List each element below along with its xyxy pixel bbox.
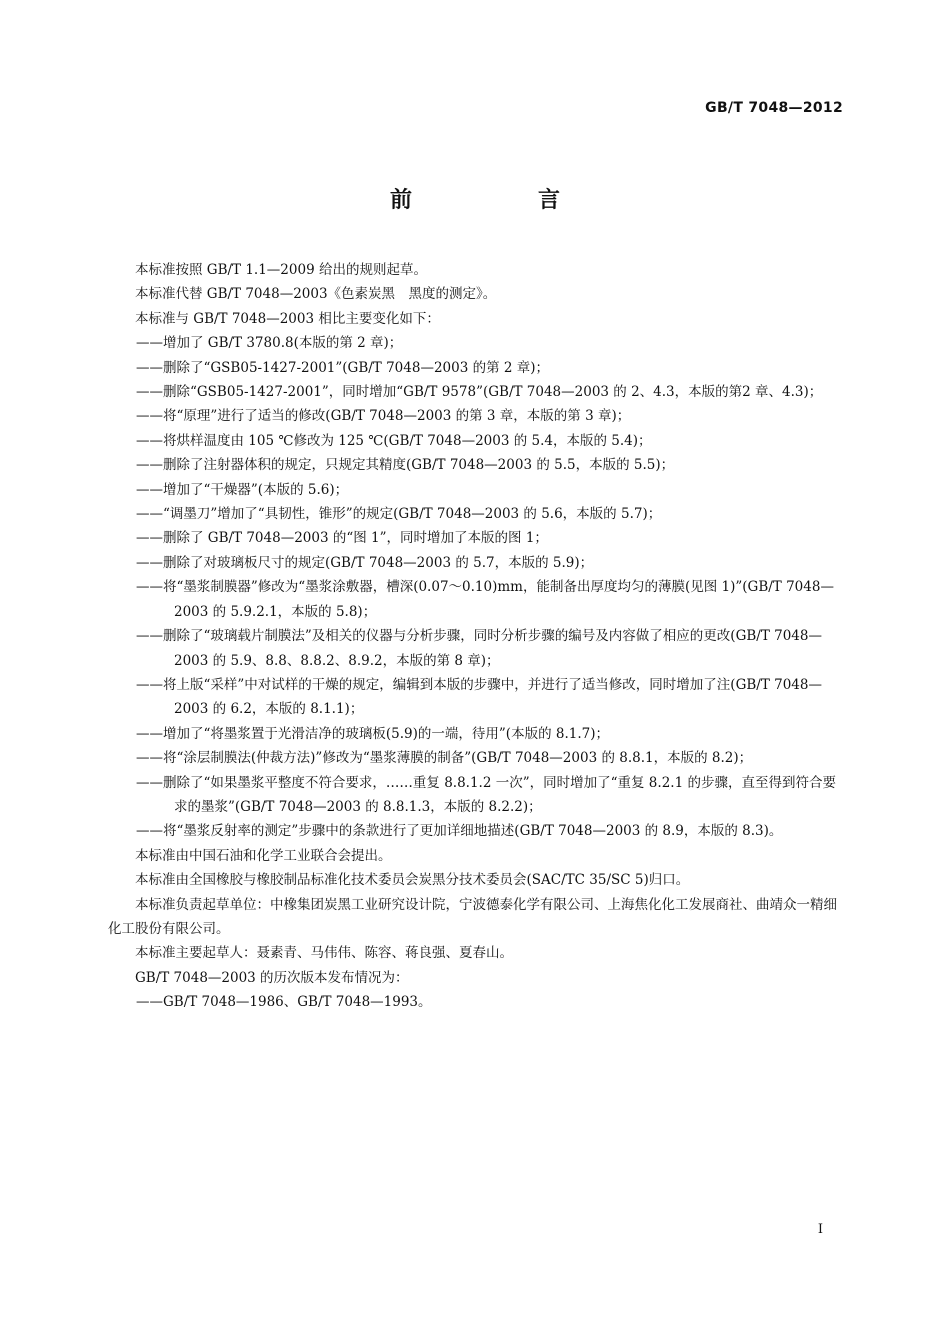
change-item: ——将“墨浆反射率的测定”步骤中的条款进行了更加详细地描述(GB/T 7048—2003 的 8.9，本版的 8.3)。 <box>136 823 783 840</box>
change-item: ——将烘样温度由 105 ℃修改为 125 ℃(GB/T 7048—2003 的 5.4，本版的 5.4)； <box>136 432 652 449</box>
change-item: ——删除了“如果墨浆平整度不符合要求，……重复 8.8.1.2 一次”，同时增加了“重复 8.2.1 的步骤，直至得到符合要求的墨浆”(GB/T 7048—2003 的 8.8.1.3，本版的 8.2.2)； <box>136 774 836 815</box>
change-item: ——删除了“玻璃载片制膜法”及相关的仪器与分析步骤，同时分析步骤的编号及内容做了相应的更改(GB/T 7048—2003 的 5.9、8.8、8.8.2、8.9.2，本版的第 8 章)； <box>136 628 822 669</box>
change-item: ——“调墨刀”增加了“具韧性，锥形”的规定(GB/T 7048—2003 的 5.6，本版的 5.7)； <box>136 506 662 523</box>
paragraph: 本标准按照 GB/T 1.1—2009 给出的规则起草。 <box>135 262 427 278</box>
change-item: ——删除了注射器体积的规定，只规定其精度(GB/T 7048—2003 的 5.5，本版的 5.5)； <box>136 457 675 474</box>
change-item: ——删除“GSB05-1427-2001”，同时增加“GB/T 9578”(GB/T 7048—2003 的 2、4.3，本版的第2 章、4.3)； <box>136 384 823 401</box>
paragraph: 本标准与 GB/T 7048—2003 相比主要变化如下： <box>135 310 440 327</box>
change-item: ——删除了“GSB05-1427-2001”(GB/T 7048—2003 的第 2 章)； <box>136 359 550 376</box>
history-item: ——GB/T 7048—1986、GB/T 7048—1993。 <box>136 994 432 1011</box>
document-code: GB/T 7048—2012 <box>705 100 843 116</box>
paragraph: 本标准负责起草单位：中橡集团炭黑工业研究设计院，宁波德泰化学有限公司、上海焦化化工发展商社、曲靖众一精细化工股份有限公司。 <box>108 896 837 937</box>
paragraph: GB/T 7048—2003 的历次版本发布情况为： <box>135 969 409 986</box>
page-number: I <box>817 1222 823 1237</box>
change-item: ——增加了“将墨浆置于光滑洁净的玻璃板(5.9)的一端，待用”(本版的 8.1.7)； <box>136 725 609 742</box>
foreword-body <box>108 258 843 1015</box>
change-item: ——将“涂层制膜法(仲裁方法)”修改为“墨浆薄膜的制备”(GB/T 7048—2003 的 8.8.1，本版的 8.2)； <box>136 750 753 767</box>
change-item: ——增加了“干燥器”(本版的 5.6)； <box>136 481 349 498</box>
change-item: ——将上版“采样”中对试样的干燥的规定，编辑到本版的步骤中，并进行了适当修改，同时增加了注(GB/T 7048—2003 的 6.2，本版的 8.1.1)； <box>136 676 822 718</box>
paragraph: 本标准由全国橡胶与橡胶制品标准化技术委员会炭黑分技术委员会(SAC/TC 35/SC 5)归口。 <box>135 872 690 889</box>
paragraph: 本标准代替 GB/T 7048—2003《色素炭黑 黑度的测定》。 <box>135 286 497 303</box>
change-item: ——删除了对玻璃板尺寸的规定(GB/T 7048—2003 的 5.7，本版的 5.9)； <box>136 554 594 571</box>
change-item: ——增加了 GB/T 3780.8(本版的第 2 章)； <box>136 335 403 352</box>
change-item: ——将“墨浆制膜器”修改为“墨浆涂敷器，槽深(0.07～0.10)mm，能制备出厚度均匀的薄膜(见图 1)”(GB/T 7048—2003 的 5.9.2.1，本版的 5.8)； <box>136 579 834 620</box>
page-title: 前 言 <box>389 188 612 213</box>
change-item: ——将“原理”进行了适当的修改(GB/T 7048—2003 的第 3 章，本版的第 3 章)； <box>136 408 631 425</box>
change-item: ——删除了 GB/T 7048—2003 的“图 1”，同时增加了本版的图 1； <box>136 530 548 547</box>
paragraph: 本标准主要起草人：聂素青、马伟伟、陈容、蒋良强、夏春山。 <box>135 945 513 962</box>
paragraph: 本标准由中国石油和化学工业联合会提出。 <box>135 847 392 864</box>
